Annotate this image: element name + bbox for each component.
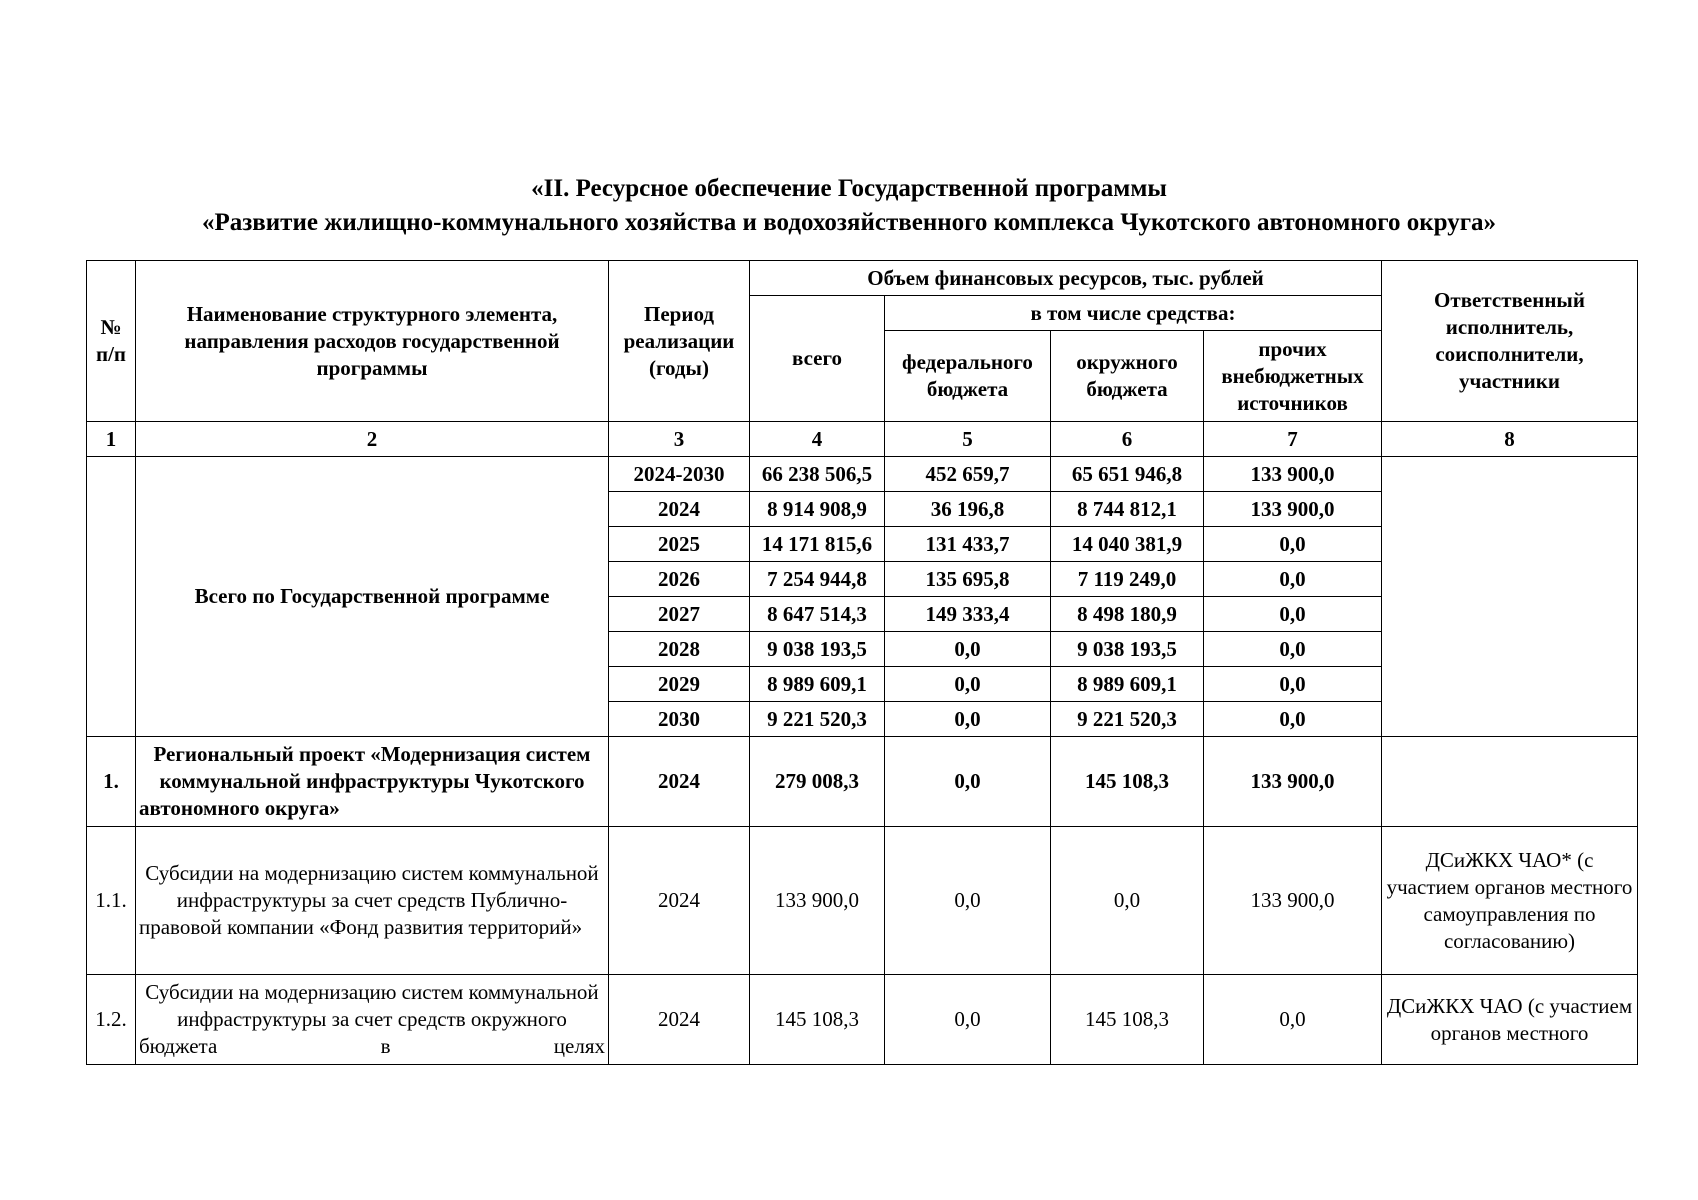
cell-federal: 0,0 [885, 632, 1051, 667]
cell-other: 0,0 [1204, 975, 1382, 1065]
cell-period: 2028 [609, 632, 750, 667]
column-number: 3 [609, 422, 750, 457]
column-number: 1 [87, 422, 136, 457]
cell-federal: 0,0 [885, 975, 1051, 1065]
cell-other: 0,0 [1204, 702, 1382, 737]
cell-federal: 0,0 [885, 702, 1051, 737]
cell-num: 1.1. [87, 827, 136, 975]
cell-other: 0,0 [1204, 527, 1382, 562]
cell-total: 9 221 520,3 [750, 702, 885, 737]
total-responsible-cell [1382, 457, 1638, 737]
total-row [87, 457, 1638, 492]
column-number: 7 [1204, 422, 1382, 457]
cell-federal: 0,0 [885, 827, 1051, 975]
cell-district: 7 119 249,0 [1051, 562, 1204, 597]
header-row-1 [87, 261, 1638, 296]
header-including: в том числе средства: [885, 296, 1382, 331]
cell-other: 133 900,0 [1204, 457, 1382, 492]
header-total: всего [750, 296, 885, 422]
cell-responsible [1382, 737, 1638, 827]
header-period: Период реализации (годы) [609, 261, 750, 422]
cell-federal: 0,0 [885, 667, 1051, 702]
cell-total: 8 989 609,1 [750, 667, 885, 702]
resource-table [86, 260, 1638, 1065]
item-row [87, 975, 1638, 1065]
cell-total: 66 238 506,5 [750, 457, 885, 492]
cell-period: 2024-2030 [609, 457, 750, 492]
cell-period: 2030 [609, 702, 750, 737]
header-responsible: Ответственный исполнитель, соисполнители, участники [1382, 261, 1638, 422]
cell-federal: 131 433,7 [885, 527, 1051, 562]
cell-num: 1.2. [87, 975, 136, 1065]
cell-total: 279 008,3 [750, 737, 885, 827]
cell-federal: 135 695,8 [885, 562, 1051, 597]
document-title-line-2: «Развитие жилищно-коммунального хозяйства и водохозяйственного комплекса Чукотского автономного округа» [201, 209, 1497, 236]
cell-period: 2024 [609, 827, 750, 975]
header-district: окружного бюджета [1051, 331, 1204, 422]
column-number: 4 [750, 422, 885, 457]
cell-total: 9 038 193,5 [750, 632, 885, 667]
cell-district: 8 498 180,9 [1051, 597, 1204, 632]
cell-district: 8 989 609,1 [1051, 667, 1204, 702]
cell-district: 9 038 193,5 [1051, 632, 1204, 667]
column-number: 6 [1051, 422, 1204, 457]
header-other: прочих внебюджетных источников [1204, 331, 1382, 422]
cell-period: 2025 [609, 527, 750, 562]
cell-total: 145 108,3 [750, 975, 885, 1065]
total-label: Всего по Государственной программе [136, 457, 609, 737]
cell-name: Субсидии на модернизацию систем коммунальной инфраструктуры за счет средств окружного бюджета в целях [136, 975, 609, 1065]
cell-total: 14 171 815,6 [750, 527, 885, 562]
cell-responsible: ДСиЖКХ ЧАО* (с участием органов местного самоуправления по согласованию) [1382, 827, 1638, 975]
column-number: 5 [885, 422, 1051, 457]
cell-federal: 0,0 [885, 737, 1051, 827]
cell-period: 2024 [609, 737, 750, 827]
cell-total: 133 900,0 [750, 827, 885, 975]
cell-district: 145 108,3 [1051, 737, 1204, 827]
column-number: 8 [1382, 422, 1638, 457]
cell-other: 133 900,0 [1204, 492, 1382, 527]
cell-period: 2027 [609, 597, 750, 632]
cell-total: 8 914 908,9 [750, 492, 885, 527]
header-federal: федерального бюджета [885, 331, 1051, 422]
cell-total: 7 254 944,8 [750, 562, 885, 597]
column-number: 2 [136, 422, 609, 457]
header-num: № п/п [87, 261, 136, 422]
cell-district: 9 221 520,3 [1051, 702, 1204, 737]
cell-federal: 36 196,8 [885, 492, 1051, 527]
cell-other: 133 900,0 [1204, 827, 1382, 975]
total-num-cell [87, 457, 136, 737]
cell-other: 0,0 [1204, 667, 1382, 702]
header-volume: Объем финансовых ресурсов, тыс. рублей [750, 261, 1382, 296]
cell-period: 2024 [609, 975, 750, 1065]
document-title-line-1: «II. Ресурсное обеспечение Государственной программы [531, 175, 1167, 202]
cell-district: 145 108,3 [1051, 975, 1204, 1065]
column-number-row [87, 422, 1638, 457]
cell-other: 133 900,0 [1204, 737, 1382, 827]
cell-period: 2024 [609, 492, 750, 527]
cell-district: 65 651 946,8 [1051, 457, 1204, 492]
item-row [87, 827, 1638, 975]
cell-federal: 452 659,7 [885, 457, 1051, 492]
cell-responsible: ДСиЖКХ ЧАО (с участием органов местного [1382, 975, 1638, 1065]
cell-district: 8 744 812,1 [1051, 492, 1204, 527]
cell-period: 2029 [609, 667, 750, 702]
cell-num: 1. [87, 737, 136, 827]
cell-district: 14 040 381,9 [1051, 527, 1204, 562]
cell-federal: 149 333,4 [885, 597, 1051, 632]
cell-name: Региональный проект «Модернизация систем коммунальной инфраструктуры Чукотского автономного округа» [136, 737, 609, 827]
cell-period: 2026 [609, 562, 750, 597]
project-row [87, 737, 1638, 827]
cell-district: 0,0 [1051, 827, 1204, 975]
cell-other: 0,0 [1204, 597, 1382, 632]
cell-other: 0,0 [1204, 632, 1382, 667]
cell-name: Субсидии на модернизацию систем коммунальной инфраструктуры за счет средств Публично-правовой компании «Фонд развития территорий» [136, 827, 609, 975]
cell-other: 0,0 [1204, 562, 1382, 597]
cell-total: 8 647 514,3 [750, 597, 885, 632]
header-name: Наименование структурного элемента, направления расходов государственной программы [136, 261, 609, 422]
